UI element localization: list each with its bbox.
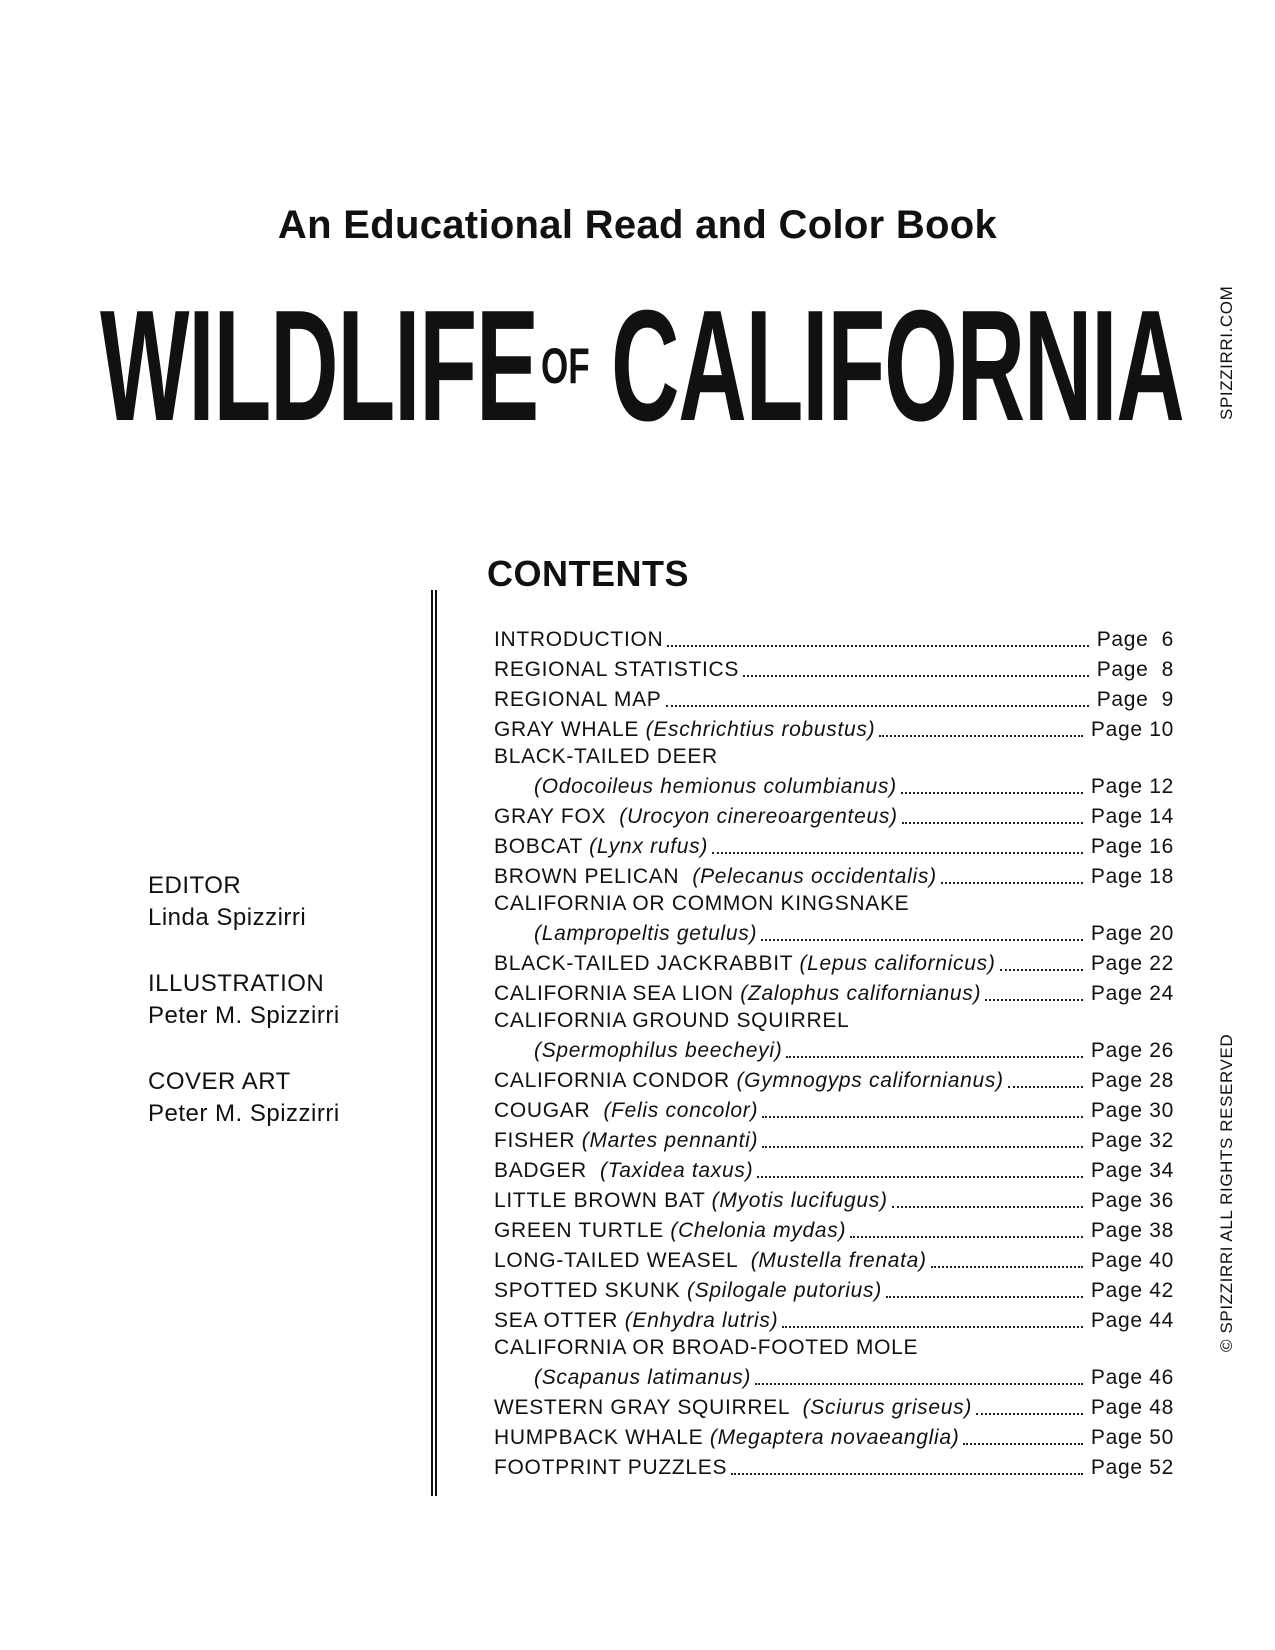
toc-entry <box>494 1360 1174 1390</box>
toc-entry <box>494 769 1174 799</box>
toc-entry-common-name: REGIONAL MAP <box>494 688 662 711</box>
toc-entry-title <box>494 1249 927 1273</box>
toc-page-number: Page 24 <box>1090 982 1174 1005</box>
toc-entry-title <box>494 658 739 682</box>
toc-leader-dots <box>762 1146 1083 1148</box>
copyright-vertical-text: © SPIZZIRRI ALL RIGHTS RESERVED <box>1217 1033 1236 1352</box>
toc-leader-dots <box>931 1266 1083 1268</box>
toc-leader-dots <box>786 1056 1082 1058</box>
toc-entry-common-name: GRAY FOX <box>494 805 620 828</box>
toc-leader-dots <box>850 1236 1083 1238</box>
toc-page-number: Page 30 <box>1090 1099 1174 1122</box>
toc-leader-dots <box>762 1116 1083 1118</box>
toc-page-number: Page 14 <box>1090 805 1174 828</box>
toc-entry-common-name: BADGER <box>494 1159 600 1182</box>
toc-leader-dots <box>985 999 1083 1001</box>
toc-page-number: Page 10 <box>1090 718 1174 741</box>
toc-leader-dots <box>879 735 1083 737</box>
toc-entry-scientific-name: (Eschrichtius robustus) <box>645 718 876 741</box>
toc-entry-common-name: FOOTPRINT PUZZLES <box>494 1456 728 1479</box>
toc-entry-title <box>494 1396 972 1420</box>
toc-entry <box>494 1303 1174 1333</box>
toc-entry-common-name: CALIFORNIA SEA LION <box>494 982 741 1005</box>
toc-leader-dots <box>963 1443 1082 1445</box>
toc-page-number: Page 40 <box>1090 1249 1174 1272</box>
toc-entry-title <box>494 805 898 829</box>
toc-entry <box>494 712 1174 742</box>
toc-entry-title <box>494 1219 846 1243</box>
toc-entry-scientific-name: (Scapanus latimanus) <box>534 1366 752 1389</box>
credit-role: ILLUSTRATION <box>148 970 325 997</box>
credit-role: COVER ART <box>148 1068 291 1095</box>
toc-leader-dots <box>976 1413 1083 1415</box>
toc-entry <box>494 1420 1174 1450</box>
toc-entry-scientific-name: (Zalophus californianus) <box>740 982 982 1005</box>
toc-entry <box>494 829 1174 859</box>
toc-entry-title <box>534 1366 751 1390</box>
credit-group <box>148 968 340 1032</box>
contents-heading: CONTENTS <box>487 553 689 594</box>
toc-entry-scientific-name: (Urocyon cinereoargenteus) <box>619 805 898 828</box>
toc-leader-dots <box>892 1206 1083 1208</box>
toc-entry-scientific-name: (Spermophilus beecheyi) <box>534 1039 783 1062</box>
toc-entry-title <box>494 952 996 976</box>
toc-page-number: Page 36 <box>1090 1189 1174 1212</box>
toc-entry-scientific-name: (Enhydra lutris) <box>624 1309 779 1332</box>
toc-entry-scientific-name: (Mustella frenata) <box>750 1249 927 1272</box>
toc-entry <box>494 622 1174 652</box>
toc-leader-dots <box>712 852 1083 854</box>
toc-page-number: Page 28 <box>1090 1069 1174 1092</box>
toc-entry-title <box>494 1189 888 1213</box>
toc-leader-dots <box>1000 969 1083 971</box>
toc-entry <box>494 1390 1174 1420</box>
toc-entry-common-name: REGIONAL STATISTICS <box>494 658 740 681</box>
toc-entry <box>494 1093 1174 1123</box>
toc-entry-common-name: BOBCAT <box>494 835 590 858</box>
book-title <box>100 276 1190 456</box>
toc-entry-common-name: LONG-TAILED WEASEL <box>494 1249 751 1272</box>
toc-entry <box>494 1153 1174 1183</box>
toc-page-number: Page 50 <box>1090 1426 1174 1449</box>
toc-entry-common-name: GREEN TURTLE <box>494 1219 671 1242</box>
toc-entry-heading: CALIFORNIA OR COMMON KINGSNAKE <box>494 892 910 915</box>
toc-leader-dots <box>901 792 1083 794</box>
toc-entry-scientific-name: (Martes pennanti) <box>581 1129 759 1152</box>
toc-page-number: Page 38 <box>1090 1219 1174 1242</box>
column-divider <box>431 590 437 1496</box>
toc-entry <box>494 1123 1174 1153</box>
toc-page-number: Page 6 <box>1096 628 1174 651</box>
toc-leader-dots <box>743 675 1089 677</box>
toc-entry-title <box>534 922 757 946</box>
toc-entry-title <box>494 1129 758 1153</box>
toc-entry-title <box>494 1279 882 1303</box>
toc-leader-dots <box>755 1383 1083 1385</box>
toc-leader-dots <box>731 1473 1083 1475</box>
toc-leader-dots <box>782 1326 1083 1328</box>
toc-entry-scientific-name: (Chelonia mydas) <box>670 1219 847 1242</box>
toc-entry-common-name: COUGAR <box>494 1099 604 1122</box>
toc-entry-common-name: FISHER <box>494 1129 582 1152</box>
credit-group <box>148 870 340 934</box>
toc-entry-common-name: BROWN PELICAN <box>494 865 693 888</box>
toc-entry-common-name: CALIFORNIA CONDOR <box>494 1069 737 1092</box>
toc-page-number: Page 22 <box>1090 952 1174 975</box>
toc-entry <box>494 976 1174 1006</box>
toc-entry-common-name: HUMPBACK WHALE <box>494 1426 710 1449</box>
toc-entry-title <box>494 1309 778 1333</box>
toc-entry-scientific-name: (Odocoileus hemionus columbianus) <box>534 775 897 798</box>
toc-entry-title <box>494 688 662 712</box>
toc-entry-title <box>494 1159 753 1183</box>
toc-entry-scientific-name: (Megaptera novaeanglia) <box>709 1426 960 1449</box>
toc-page-number: Page 16 <box>1090 835 1174 858</box>
title-word-california: CALIFORNIA <box>611 278 1184 454</box>
toc-page-number: Page 26 <box>1090 1039 1174 1062</box>
toc-page-number: Page 42 <box>1090 1279 1174 1302</box>
website-vertical-text: SPIZZIRRI.COM <box>1217 285 1236 420</box>
toc-entry <box>494 859 1174 889</box>
toc-leader-dots <box>761 939 1083 941</box>
toc-entry <box>494 916 1174 946</box>
toc-entry-title <box>494 1426 959 1450</box>
toc-entry-common-name: INTRODUCTION <box>494 628 664 651</box>
toc-leader-dots <box>666 705 1089 707</box>
credit-group <box>148 1066 340 1130</box>
toc-entry <box>494 652 1174 682</box>
credit-name: Peter M. Spizzirri <box>148 1100 340 1127</box>
toc-entry <box>494 946 1174 976</box>
toc-page-number: Page 44 <box>1090 1309 1174 1332</box>
toc-page-number: Page 18 <box>1090 865 1174 888</box>
toc-leader-dots <box>1008 1086 1083 1088</box>
toc-entry-scientific-name: (Pelecanus occidentalis) <box>692 865 937 888</box>
toc-entry-title <box>494 982 981 1006</box>
toc-entry <box>494 1033 1174 1063</box>
toc-entry-title <box>494 628 663 652</box>
toc-entry-title <box>494 718 875 742</box>
toc-entry <box>494 1450 1174 1480</box>
toc-entry-title <box>494 1099 758 1123</box>
toc-entry-common-name: GRAY WHALE <box>494 718 646 741</box>
toc-entry-common-name: SEA OTTER <box>494 1309 625 1332</box>
toc-entry-scientific-name: (Gymnogyps californianus) <box>736 1069 1004 1092</box>
toc-entry-title <box>494 1069 1004 1093</box>
toc-entry <box>494 1183 1174 1213</box>
toc-entry-title <box>534 1039 782 1063</box>
toc-entry-scientific-name: (Lampropeltis getulus) <box>534 922 758 945</box>
toc-entry-common-name: LITTLE BROWN BAT <box>494 1189 712 1212</box>
toc-entry <box>494 1243 1174 1273</box>
toc-leader-dots <box>941 882 1083 884</box>
toc-page-number: Page 46 <box>1090 1366 1174 1389</box>
toc-page-number: Page 48 <box>1090 1396 1174 1419</box>
toc-entry-scientific-name: (Myotis lucifugus) <box>711 1189 888 1212</box>
credit-role: EDITOR <box>148 872 242 899</box>
toc-entry-heading: CALIFORNIA OR BROAD-FOOTED MOLE <box>494 1336 919 1359</box>
toc-entry-title <box>494 865 937 889</box>
title-word-wildlife: WILDLIFE <box>100 278 538 454</box>
toc-entry-common-name: SPOTTED SKUNK <box>494 1279 687 1302</box>
toc-entry-scientific-name: (Taxidea taxus) <box>599 1159 754 1182</box>
toc-entry-title <box>494 835 708 859</box>
toc-leader-dots <box>886 1296 1083 1298</box>
toc-leader-dots <box>757 1176 1083 1178</box>
toc-page-number: Page 52 <box>1090 1456 1174 1479</box>
table-of-contents <box>494 622 1174 1480</box>
toc-entry <box>494 1063 1174 1093</box>
toc-entry-heading: BLACK-TAILED DEER <box>494 745 718 768</box>
toc-entry-scientific-name: (Sciurus griseus) <box>802 1396 973 1419</box>
toc-page-number: Page 12 <box>1090 775 1174 798</box>
toc-entry <box>494 799 1174 829</box>
toc-page-number: Page 32 <box>1090 1129 1174 1152</box>
toc-entry-common-name: WESTERN GRAY SQUIRREL <box>494 1396 803 1419</box>
title-word-of: OF <box>541 338 590 394</box>
toc-entry <box>494 682 1174 712</box>
toc-entry-title <box>534 775 897 799</box>
toc-leader-dots <box>667 645 1088 647</box>
credits-block <box>148 870 340 1164</box>
toc-page-number: Page 8 <box>1096 658 1174 681</box>
book-subtitle: An Educational Read and Color Book <box>277 203 998 247</box>
toc-page-number: Page 9 <box>1096 688 1174 711</box>
toc-entry-scientific-name: (Lynx rufus) <box>589 835 709 858</box>
toc-leader-dots <box>902 822 1083 824</box>
toc-entry-scientific-name: (Lepus californicus) <box>799 952 996 975</box>
toc-entry-scientific-name: (Spilogale putorius) <box>687 1279 882 1302</box>
toc-entry <box>494 1213 1174 1243</box>
toc-entry-heading: CALIFORNIA GROUND SQUIRREL <box>494 1009 850 1032</box>
credit-name: Peter M. Spizzirri <box>148 1002 340 1029</box>
toc-entry-scientific-name: (Felis concolor) <box>603 1099 759 1122</box>
toc-page-number: Page 34 <box>1090 1159 1174 1182</box>
toc-entry-title <box>494 1456 727 1480</box>
credit-name: Linda Spizzirri <box>148 904 307 931</box>
toc-page-number: Page 20 <box>1090 922 1174 945</box>
toc-entry-common-name: BLACK-TAILED JACKRABBIT <box>494 952 800 975</box>
toc-entry <box>494 1273 1174 1303</box>
